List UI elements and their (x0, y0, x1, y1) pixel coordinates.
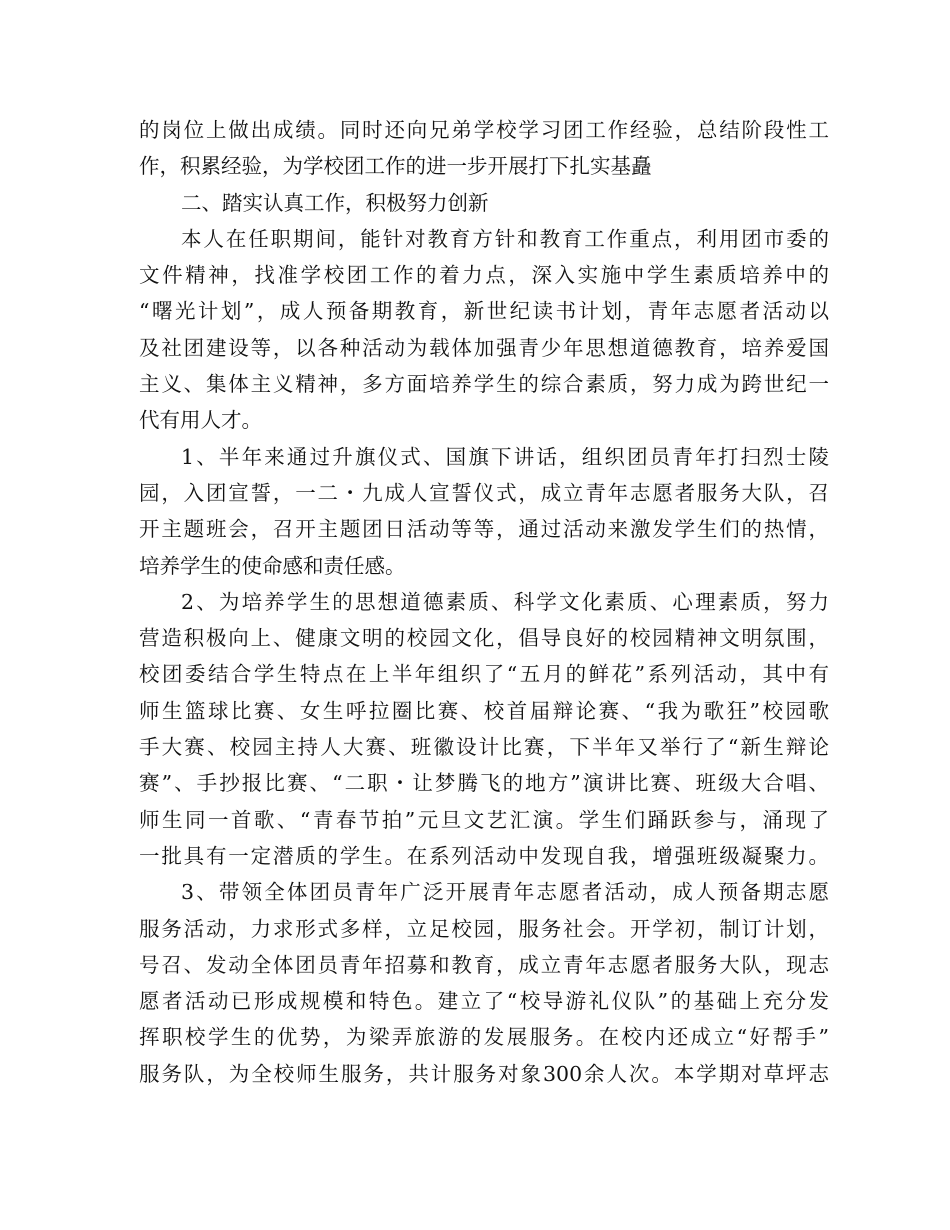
text-line: 手大赛、校园主持人大赛、班徽设计比赛，下半年又举行了“新生辩论 (139, 735, 829, 760)
text-line: “曙光计划”，成人预备期教育，新世纪读书计划，青年志愿者活动以 (139, 299, 829, 324)
text-line: 本人在任职期间，能针对教育方针和教育工作重点，利用团市委的 (181, 226, 829, 251)
text-line: 文件精神，找准学校团工作的着力点，深入实施中学生素质培养中的 (139, 263, 829, 288)
text-line: 服务活动，力求形式多样，立足校园，服务社会。开学初，制订计划， (139, 916, 829, 941)
text-line: 培养学生的使命感和责任感。 (139, 553, 406, 578)
text-line: 作，积累经验，为学校团工作的进一步开展打下扎实基矗 (139, 154, 652, 179)
text-line: 营造积极向上、健康文明的校园文化，倡导良好的校园精神文明氛围， (139, 626, 829, 651)
text-line: 校团委结合学生特点在上半年组织了“五月的鲜花”系列活动，其中有 (139, 662, 829, 687)
text-line: 2、为培养学生的思想道德素质、科学文化素质、心理素质，努力 (181, 589, 829, 614)
text-line: 一批具有一定潜质的学生。在系列活动中发现自我，增强班级凝聚力。 (139, 843, 829, 868)
text-line: 师生篮球比赛、女生呼拉圈比赛、校首届辩论赛、“我为歌狂”校园歌 (139, 698, 829, 723)
text-line: 1、半年来通过升旗仪式、国旗下讲话，组织团员青年打扫烈士陵 (181, 444, 829, 469)
text-line: 师生同一首歌、“青春节拍”元旦文艺汇演。学生们踊跃参与，涌现了 (139, 807, 829, 832)
text-line: 愿者活动已形成规模和特色。建立了“校导游礼仪队”的基础上充分发 (139, 989, 829, 1014)
text-line: 园，入团宣誓，一二・九成人宣誓仪式，成立青年志愿者服务大队，召 (139, 480, 829, 505)
text-line: 挥职校学生的优势，为梁弄旅游的发展服务。在校内还成立“好帮手” (139, 1025, 829, 1050)
section-heading: 二、踏实认真工作，积极努力创新 (181, 190, 489, 215)
document-body (139, 112, 829, 1092)
text-line: 赛”、手抄报比赛、“二职・让梦腾飞的地方”演讲比赛、班级大合唱、 (139, 771, 829, 796)
text-line: 代有用人才。 (139, 408, 262, 433)
text-line: 开主题班会，召开主题团日活动等等，通过活动来激发学生们的热情， (139, 517, 829, 542)
text-line: 主义、集体主义精神，多方面培养学生的综合素质，努力成为跨世纪一 (139, 372, 829, 397)
text-line: 的岗位上做出成绩。同时还向兄弟学校学习团工作经验，总结阶段性工 (139, 118, 829, 142)
text-line: 及社团建设等，以各种活动为载体加强青少年思想道德教育，培养爱国 (139, 335, 829, 360)
text-line: 号召、发动全体团员青年招募和教育，成立青年志愿者服务大队，现志 (139, 952, 829, 977)
text-line: 服务队，为全校师生服务，共计服务对象300余人次。本学期对草坪志 (139, 1061, 829, 1086)
text-line: 3、带领全体团员青年广泛开展青年志愿者活动，成人预备期志愿 (181, 880, 829, 905)
